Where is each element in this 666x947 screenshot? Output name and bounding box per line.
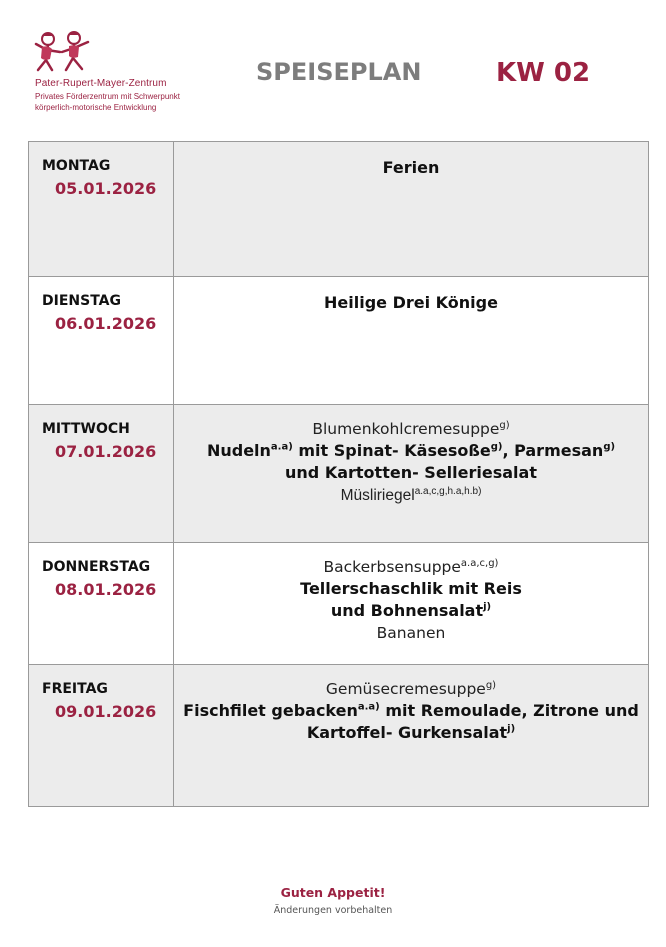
allergen-note: a.a) — [270, 441, 293, 453]
allergen-note: g) — [499, 419, 510, 431]
main-dish-text: Fischfilet gebacken — [183, 701, 358, 720]
table-row-wednesday — [29, 405, 649, 543]
allergen-note: a.a,c,g,h.a,h.b) — [414, 485, 482, 497]
main-dish-line-2: und Kartotten- Selleriesalat — [285, 463, 537, 482]
day-name: DONNERSTAG — [42, 559, 151, 575]
page-title: SPEISEPLAN — [256, 58, 422, 86]
allergen-note: a.a,c,g) — [460, 557, 499, 569]
soup-label: Backerbsensuppe — [323, 558, 461, 576]
allergen-note: j) — [483, 601, 492, 613]
day-cell — [29, 142, 174, 277]
dessert-item — [174, 484, 648, 507]
day-cell — [29, 665, 174, 807]
day-date: 08.01.2026 — [55, 580, 157, 599]
table-row-monday — [29, 142, 649, 277]
menu-table — [28, 141, 649, 807]
soup-item — [174, 556, 648, 578]
main-dish-text: Nudeln — [206, 441, 271, 460]
org-subtitle — [35, 92, 180, 113]
table-row-tuesday — [29, 277, 649, 405]
org-subtitle-line-2: körperlich-motorische Entwicklung — [35, 102, 157, 112]
main-dish-line-1 — [174, 440, 648, 462]
day-date: 06.01.2026 — [55, 314, 157, 333]
logo — [30, 30, 190, 116]
day-cell — [29, 405, 174, 543]
table-row-friday — [29, 665, 649, 807]
dessert-label: Müsliriegel — [340, 487, 415, 504]
menu-cell — [174, 543, 649, 665]
table-row-thursday — [29, 543, 649, 665]
dessert-item: Bananen — [376, 624, 446, 642]
main-dish-line-2 — [174, 722, 648, 744]
menu-cell — [174, 142, 649, 277]
day-name: MONTAG — [42, 158, 111, 174]
main-dish-text: und Bohnensalat — [330, 601, 484, 620]
day-date: 07.01.2026 — [55, 442, 157, 461]
soup-label: Blumenkohlcremesuppe — [312, 420, 500, 438]
day-name: FREITAG — [42, 681, 108, 697]
main-dish-text: mit Spinat- Käsesoße — [292, 441, 491, 460]
main-dish-text: mit Remoulade, Zitrone und — [379, 701, 639, 720]
day-name: MITTWOCH — [42, 421, 130, 437]
holiday-label: Ferien — [382, 158, 440, 177]
org-subtitle-line-1: Privates Förderzentrum mit Schwerpunkt — [35, 92, 180, 101]
footer-note: Änderungen vorbehalten — [273, 905, 393, 916]
allergen-note: g) — [485, 679, 497, 691]
children-logo-icon — [30, 30, 100, 76]
main-dish-line-1 — [174, 700, 648, 722]
soup-label: Gemüsecremesuppe — [325, 680, 486, 698]
main-dish-line-2 — [174, 600, 648, 622]
main-dish-text: , Parmesan — [502, 441, 604, 460]
menu-cell — [174, 405, 649, 543]
allergen-note: j) — [507, 723, 516, 735]
day-date: 09.01.2026 — [55, 702, 157, 721]
allergen-note: g) — [603, 441, 616, 453]
holiday-label: Heilige Drei Könige — [324, 293, 498, 312]
footer-greeting: Guten Appetit! — [280, 885, 386, 900]
day-name: DIENSTAG — [42, 293, 121, 309]
menu-cell — [174, 665, 649, 807]
week-number: KW 02 — [496, 58, 591, 88]
allergen-note: g) — [490, 441, 503, 453]
soup-item — [174, 678, 648, 700]
day-cell — [29, 277, 174, 405]
main-dish-text: Kartoffel- Gurkensalat — [306, 723, 508, 742]
org-name: Pater-Rupert-Mayer-Zentrum — [35, 78, 167, 89]
day-cell — [29, 543, 174, 665]
menu-cell — [174, 277, 649, 405]
main-dish-line-1: Tellerschaschlik mit Reis — [300, 579, 522, 598]
soup-item — [174, 418, 648, 440]
day-date: 05.01.2026 — [55, 179, 157, 198]
allergen-note: a.a) — [357, 701, 380, 713]
